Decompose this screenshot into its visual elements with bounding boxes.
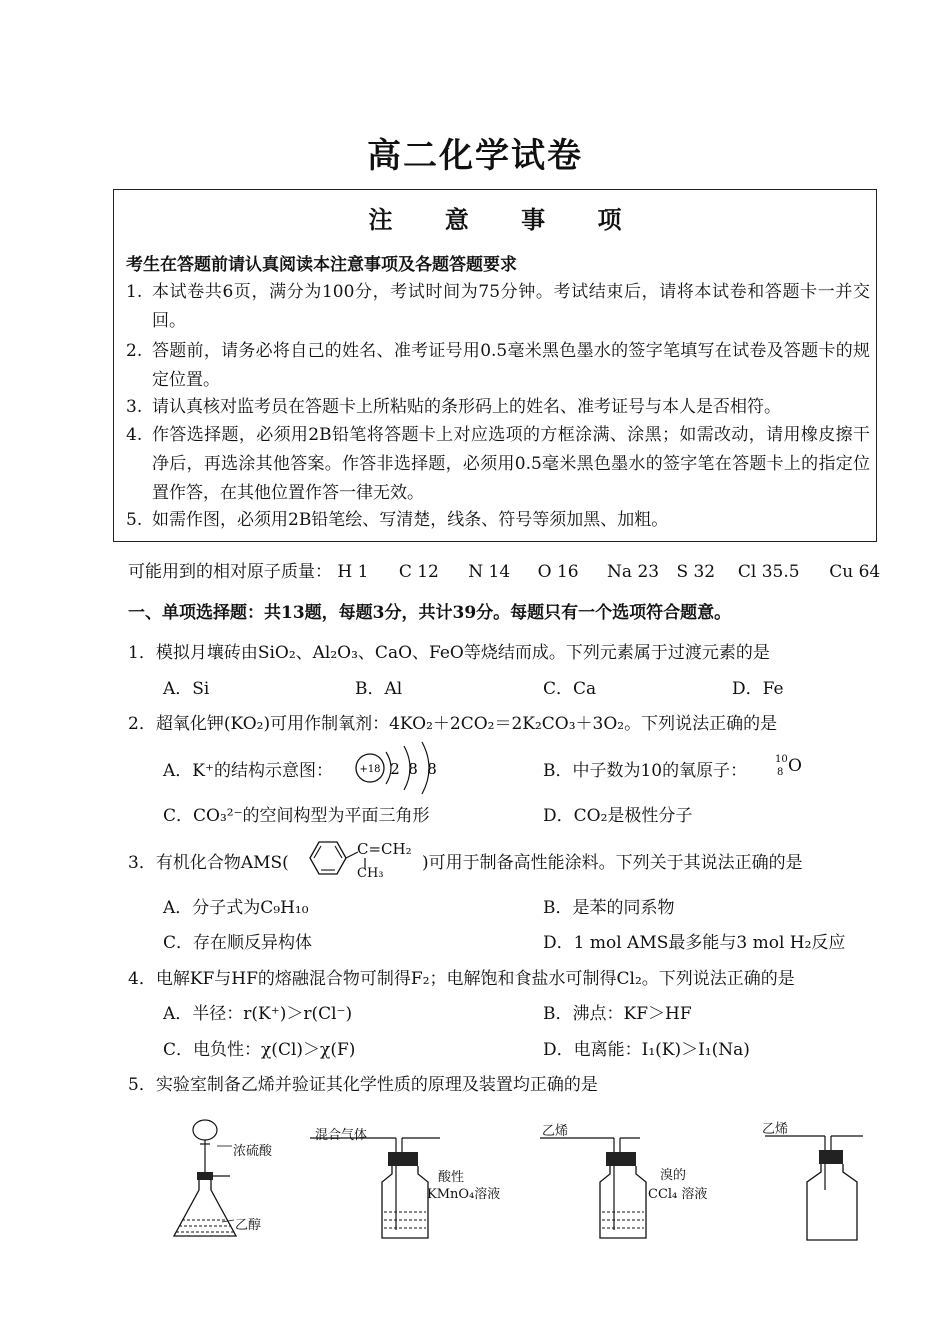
- notice-heading: 注 意 事 项: [368, 205, 644, 234]
- question-1-option-b: B．Al: [355, 679, 403, 699]
- atomic-mass-value: C 12: [398, 562, 439, 582]
- question-1-option-d: D．Fe: [732, 679, 784, 699]
- notice-item: [126, 421, 870, 508]
- label-kmno4-solution: KMnO₄溶液: [427, 1187, 501, 1202]
- benzene-ring-diagram: [298, 832, 358, 884]
- atomic-mass-value: S 32: [676, 562, 716, 582]
- atomic-masses-label: 可能用到的相对原子质量：: [128, 562, 332, 582]
- notice-item: [126, 506, 870, 535]
- question-3-option-c: C．存在顺反异构体: [163, 933, 313, 953]
- nucleus-label: +18: [359, 764, 381, 775]
- label-bromine: 溴的: [660, 1168, 687, 1183]
- shell-electrons: 2: [390, 760, 400, 778]
- notice-item: [126, 337, 870, 395]
- question-1-stem: 1．模拟月壤砖由SiO₂、Al₂O₃、CaO、FeO等烧结而成。下列元素属于过渡元素的是: [128, 643, 770, 663]
- atomic-mass-value: Cl 35.5: [737, 562, 800, 582]
- atomic-mass-value: N 14: [468, 562, 511, 582]
- question-3-option-b: B．是苯的同系物: [543, 898, 675, 918]
- notice-item-text: 作答选择题，必须用2B铅笔将答题卡上对应选项的方框涂满、涂黑；如需改动，请用橡皮擦干净后，再选涂其他答案。作答非选择题，必须用0.5毫米黑色墨水的签字笔在答题卡上的指定位置作答，在其他位置作答一律无效。: [152, 425, 870, 503]
- atomic-number: 8: [777, 767, 784, 778]
- notice-item-text: 答题前，请务必将自己的姓名、准考证号用0.5毫米黑色墨水的签字笔填写在试卷及答题卡的规定位置。: [152, 341, 870, 390]
- label-conc-sulfuric-acid: 浓硫酸: [233, 1144, 273, 1159]
- question-1-option-c: C．Ca: [543, 679, 597, 699]
- atomic-mass-value: Cu 64: [829, 562, 881, 582]
- label-ethanol: 乙醇: [235, 1218, 262, 1233]
- question-2-option-d: D．CO₂是极性分子: [543, 806, 693, 826]
- apparatus-d-bottle: [765, 1128, 875, 1244]
- methyl-group: CH₃: [357, 866, 384, 881]
- notice-item-number: 5.: [126, 510, 143, 530]
- question-3-stem-end: )可用于制备高性能涂料。下列关于其说法正确的是: [422, 853, 803, 873]
- element-symbol: O: [788, 756, 802, 776]
- notice-box: [113, 189, 877, 542]
- question-3-option-d: D．1 mol AMS最多能与3 mol H₂反应: [543, 933, 846, 953]
- label-ethylene: 乙烯: [762, 1122, 789, 1137]
- page-title: 高二化学试卷: [367, 136, 583, 176]
- atomic-masses: [128, 557, 888, 582]
- shell-electrons: 8: [427, 760, 437, 778]
- mass-number: 10: [775, 754, 788, 765]
- question-2-option-a: A．K⁺的结构示意图：: [163, 761, 333, 781]
- notice-item-number: 3.: [126, 397, 143, 417]
- notice-item-text: 请认真核对监考员在答题卡上所粘贴的条形码上的姓名、准考证号与本人是否相符。: [152, 397, 781, 417]
- shell-electrons: 8: [408, 760, 418, 778]
- question-4-stem: 4．电解KF与HF的熔融混合物可制得F₂；电解饱和食盐水可制得Cl₂。下列说法正确的是: [128, 969, 795, 989]
- nuclide-symbol: [775, 752, 815, 782]
- notice-item: [126, 278, 870, 336]
- question-3-stem-start: 3．有机化合物AMS(: [128, 853, 289, 873]
- atomic-mass-value: H 1: [337, 562, 369, 582]
- notice-item-number: 1.: [126, 282, 143, 302]
- notice-item: [126, 393, 870, 422]
- question-2-stem: 2．超氧化钾(KO₂)可用作制氧剂：4KO₂＋2CO₂＝2K₂CO₃＋3O₂。下列说法正确的是: [128, 714, 778, 734]
- question-2-option-b: B．中子数为10的氧原子：: [543, 761, 748, 781]
- section-heading: 一、单项选择题：共13题，每题3分，共计39分。每题只有一个选项符合题意。: [128, 603, 732, 623]
- question-2-option-c: C．CO₃²⁻的空间构型为平面三角形: [163, 806, 430, 826]
- question-5-stem: 5．实验室制备乙烯并验证其化学性质的原理及装置均正确的是: [128, 1075, 598, 1095]
- question-3-option-a: A．分子式为C₉H₁₀: [163, 898, 309, 918]
- question-1-option-a: A．Si: [163, 679, 210, 699]
- atomic-mass-value: Na 23: [607, 562, 660, 582]
- label-ccl4-solution: CCl₄ 溶液: [648, 1187, 708, 1202]
- label-mixed-gas: 混合气体: [315, 1128, 368, 1143]
- notice-item-number: 4.: [126, 425, 143, 445]
- label-acidic: 酸性: [438, 1170, 465, 1185]
- atomic-structure-diagram: [352, 738, 448, 798]
- question-4-option-b: B．沸点：KF＞HF: [543, 1004, 692, 1024]
- question-4-option-d: D．电离能：I₁(K)＞I₁(Na): [543, 1040, 750, 1060]
- question-4-option-c: C．电负性：χ(Cl)＞χ(F): [163, 1040, 356, 1060]
- notice-item-number: 2.: [126, 341, 143, 361]
- question-4-option-a: A．半径：r(K⁺)＞r(Cl⁻): [163, 1004, 353, 1024]
- notice-item-text: 如需作图，必须用2B铅笔绘、写清楚，线条、符号等须加黑、加粗。: [152, 510, 669, 530]
- label-ethylene: 乙烯: [542, 1124, 569, 1139]
- notice-item-text: 本试卷共6页，满分为100分，考试时间为75分钟。考试结束后，请将本试卷和答题卡一并交回。: [152, 282, 870, 331]
- vinyl-group: C=CH₂: [357, 840, 412, 858]
- notice-subtitle: 考生在答题前请认真阅读本注意事项及各题答题要求: [126, 255, 517, 275]
- atomic-mass-value: O 16: [537, 562, 579, 582]
